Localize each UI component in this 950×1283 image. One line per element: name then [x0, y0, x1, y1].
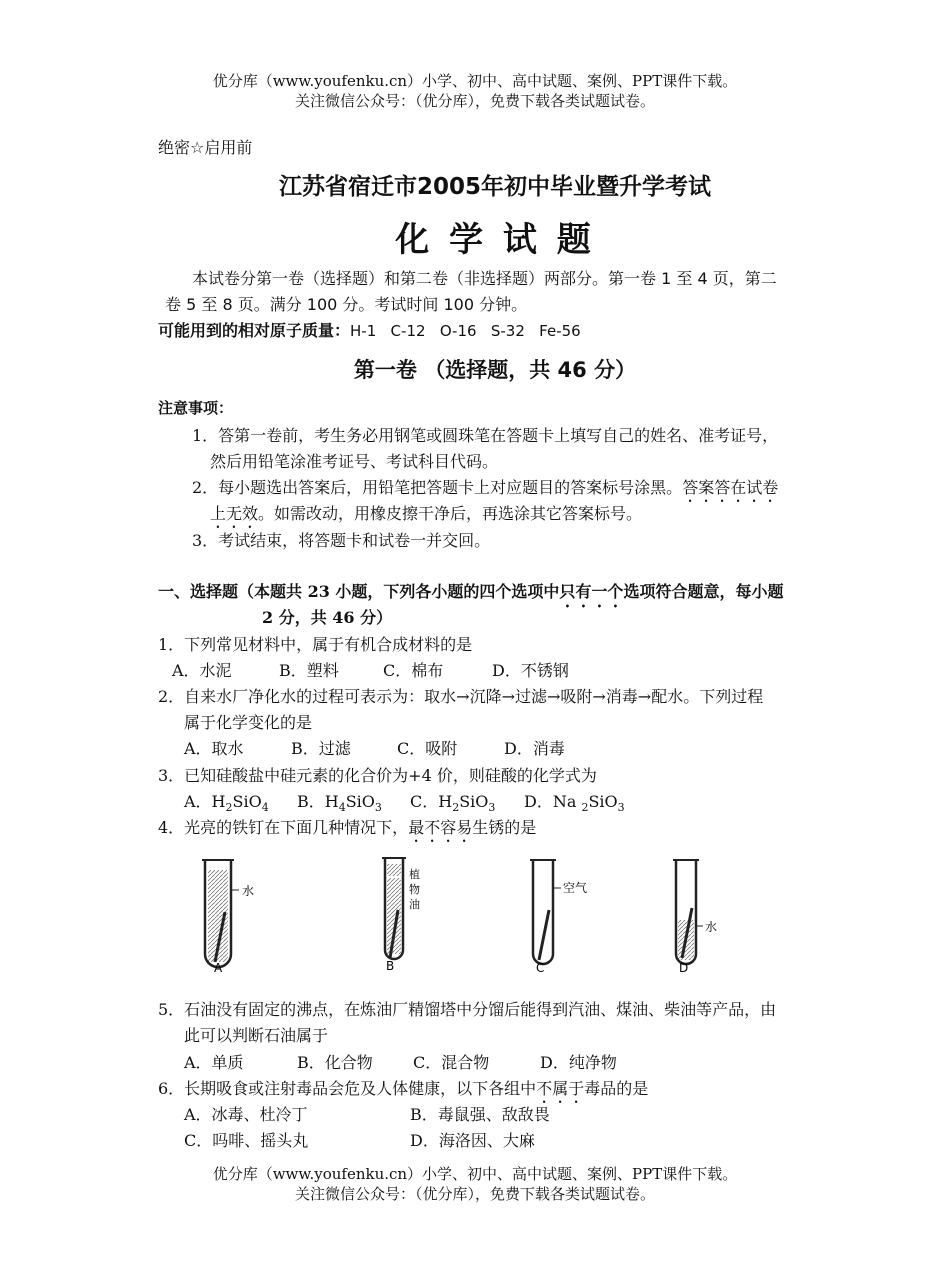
- tube-d-label: 水: [705, 920, 718, 934]
- footer-line-1: 优分库（www.youfenku.cn）小学、初中、高中试题、案例、PPT课件下载。: [212, 1165, 738, 1183]
- q1-option-a: A．水泥: [172, 661, 232, 680]
- q3-option-c: C．$H_2SiO_3$: [410, 792, 496, 815]
- section1-title-line-2: 2 分，共 46 分）: [262, 608, 393, 627]
- footer-line-2: 关注微信公众号：（优分库），免费下载各类试题试卷。: [294, 1185, 655, 1203]
- q3-option-b: B．$H_4SiO_3$: [297, 792, 382, 815]
- q6-option-c: C．吗啡、摇头丸: [184, 1131, 309, 1150]
- note-2-text-2: 。如需改动，用橡皮擦干净后，再选涂其它答案标号。: [258, 504, 643, 523]
- tube-b-letter: B: [386, 959, 395, 973]
- atomic-mass-values: H-1 C-12 O-16 S-32 Fe-56: [350, 322, 581, 340]
- q5-option-b: B．化合物: [297, 1053, 373, 1072]
- q4-stem-a: 4．光亮的铁钉在下面几种情况下，: [158, 818, 409, 837]
- tube-c: [530, 860, 587, 975]
- tube-d: [673, 860, 717, 975]
- q4-emphasis: 最不容易: [408, 818, 473, 837]
- tube-b: [382, 858, 420, 973]
- atomic-mass-line: [158, 318, 581, 341]
- section1-title-line-1: [158, 579, 783, 611]
- tube-a-label: 水: [242, 884, 255, 898]
- subject-title: 化 学 试 题: [395, 220, 595, 260]
- intro-line-2: 卷 5 至 8 页。满分 100 分。考试时间 100 分钟。: [165, 295, 528, 314]
- tube-d-letter: D: [679, 961, 689, 975]
- q2-option-d: D．消毒: [504, 739, 565, 758]
- q6-emphasis: 不属于: [536, 1079, 585, 1098]
- atomic-mass-label: 可能用到的相对原子质量：: [158, 321, 351, 340]
- notes-title: 注意事项：: [158, 399, 234, 417]
- q6-stem-b: 毒品的是: [584, 1079, 649, 1098]
- q2-option-c: C．吸附: [397, 739, 458, 758]
- section1-title-a: 一、选择题（本题共 23 小题，下列各小题的四个选项中: [158, 582, 560, 601]
- q1-option-c: C．棉布: [383, 661, 444, 680]
- q3-option-a: A．$H_2SiO_4$: [184, 792, 269, 815]
- test-tubes-figure: [195, 850, 735, 980]
- q1-option-b: B．塑料: [279, 661, 339, 680]
- note-2-emphasis-2: 上无效: [210, 504, 259, 523]
- q4-stem-b: 生锈的是: [472, 818, 537, 837]
- note-1-line-1: 1．答第一卷前，考生务必用钢笔或圆珠笔在答题卡上填写自己的姓名、准考证号，: [192, 426, 779, 445]
- tube-c-letter: C: [536, 961, 545, 975]
- section1-emphasis: 只有一个: [559, 582, 624, 601]
- note-3: 3．考试结束，将答题卡和试卷一并交回。: [192, 531, 491, 550]
- q5-stem-line-1: 5．石油没有固定的沸点，在炼油厂精馏塔中分馏后能得到汽油、煤油、柴油等产品，由: [158, 1000, 777, 1019]
- tube-b-label-1: 植: [409, 868, 420, 881]
- q6-stem-a: 6．长期吸食或注射毒品会危及人体健康，以下各组中: [158, 1079, 537, 1098]
- q6-option-b: B．毒鼠强、敌敌畏: [410, 1105, 550, 1124]
- q2-option-a: A．取水: [184, 739, 244, 758]
- note-1-line-2: 然后用铅笔涂准考证号、考试科目代码。: [210, 452, 499, 471]
- q2-option-b: B．过滤: [291, 739, 351, 758]
- tube-b-oil-layer: [387, 864, 401, 876]
- tube-b-label-3: 油: [409, 898, 420, 911]
- q5-option-a: A．单质: [184, 1053, 244, 1072]
- part1-title: 第一卷 （选择题，共 46 分）: [353, 358, 637, 382]
- q6-option-a: A．冰毒、杜冷丁: [184, 1105, 308, 1124]
- header-line-2: 关注微信公众号：（优分库），免费下载各类试题试卷。: [294, 92, 655, 110]
- q5-option-d: D．纯净物: [540, 1053, 617, 1072]
- tube-a-letter: A: [214, 961, 223, 975]
- tube-a: [202, 860, 254, 975]
- note-2-text: 2．每小题选出答案后，用铅笔把答题卡上对应题目的答案标号涂黑。: [192, 478, 683, 497]
- q1-stem: 1．下列常见材料中，属于有机合成材料的是: [158, 635, 473, 654]
- q5-stem-line-2: 此可以判断石油属于: [184, 1026, 329, 1045]
- q2-stem-line-1: 2．自来水厂净化水的过程可表示为：取水→沉降→过滤→吸附→消毒→配水。下列过程: [158, 687, 764, 706]
- q6-option-d: D．海洛因、大麻: [410, 1131, 535, 1150]
- q4-stem: [158, 815, 536, 846]
- q3-stem: 3．已知硅酸盐中硅元素的化合价为+4 价，则硅酸的化学式为: [158, 766, 597, 785]
- exam-title: 江苏省宿迁市2005年初中毕业暨升学考试: [278, 174, 711, 200]
- section1-title-b: 选项符合题意，每小题: [623, 582, 784, 601]
- q3-option-d: D．Na $_2$SiO$_3$: [524, 792, 625, 815]
- secret-mark: 绝密☆启用前: [158, 138, 253, 157]
- tube-c-label: 空气: [563, 881, 588, 895]
- intro-line-1: 本试卷分第一卷（选择题）和第二卷（非选择题）两部分。第一卷 1 至 4 页，第二: [192, 269, 777, 288]
- header-line-1: 优分库（www.youfenku.cn）小学、初中、高中试题、案例、PPT课件下载。: [212, 72, 738, 90]
- q5-option-c: C．混合物: [413, 1053, 490, 1072]
- tube-b-label-2: 物: [409, 883, 420, 896]
- note-2-emphasis: 答案答在试卷: [682, 478, 779, 497]
- q2-stem-line-2: 属于化学变化的是: [184, 713, 313, 732]
- q1-option-d: D．不锈钢: [492, 661, 569, 680]
- tube-c-nail: [539, 910, 549, 960]
